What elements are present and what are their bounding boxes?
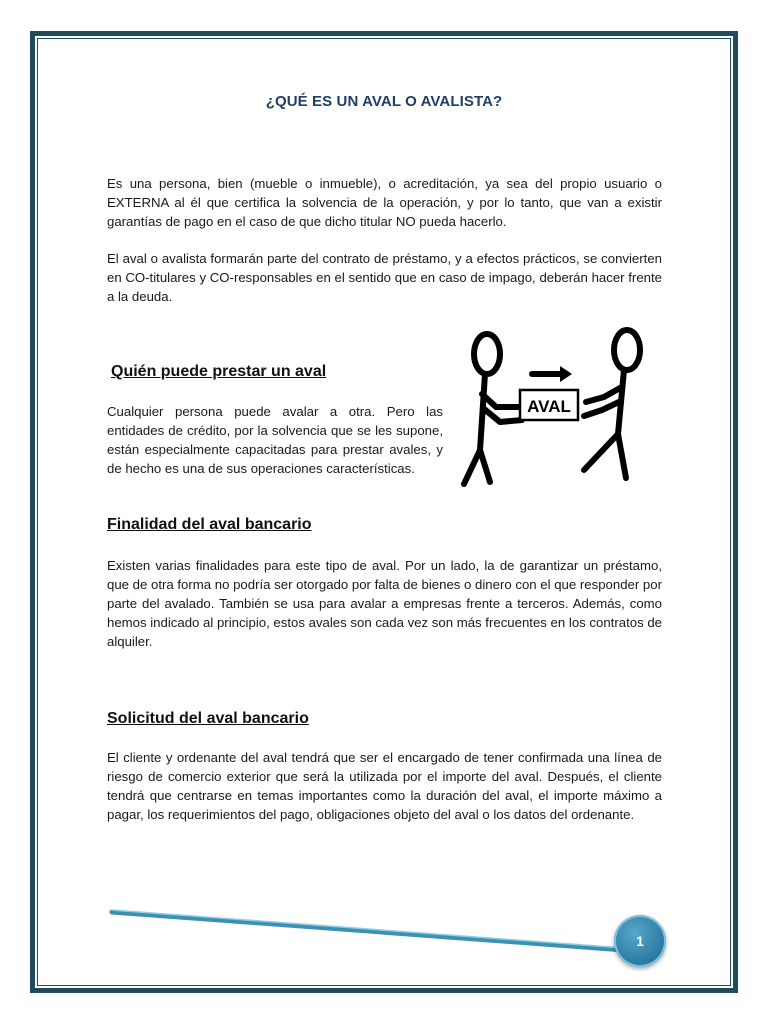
- left-person-arm-2: [483, 408, 522, 422]
- left-person-leg-right: [480, 450, 490, 482]
- right-person-leg-right: [618, 434, 626, 478]
- section-heading-solicitud: Solicitud del aval bancario: [107, 710, 309, 727]
- intro-paragraph-2: El aval o avalista formarán parte del contrato de préstamo, y a efectos prácticos, se convierten en CO-titulares y CO-responsables en el sentido que en caso de impago, deberán hacer frente a la deuda.: [107, 251, 662, 304]
- left-person-head: [474, 334, 500, 374]
- intro-paragraph-1: Es una persona, bien (mueble o inmueble), o acreditación, ya sea del propio usuario o EXTERNA al él que certifica la solvencia de la operación, y por lo tanto, que van a existir garantías de pago en el caso de que dicho titular NO pueda hacerlo.: [107, 176, 662, 229]
- section-body-finalidad: Existen varias finalidades para este tipo de aval. Por un lado, la de garantizar un préstamo, que de otra forma no podría ser otorgado por falta de bienes o dinero con el que responder por parte del avalado. También se usa para avalar a empresas frente a terceros. Además, como hemos indicado al principio, estos avales son cada vez son más frecuentes en los contratos de alquiler.: [107, 558, 662, 649]
- arrow-head: [560, 366, 572, 382]
- section-heading-quien: Quién puede prestar un aval: [111, 363, 327, 380]
- aval-handover-illustration: [452, 322, 652, 492]
- right-person-head: [614, 330, 640, 370]
- right-person-arm-1: [586, 388, 620, 402]
- section-body-solicitud: El cliente y ordenante del aval tendrá que ser el encargado de tener confirmada una línea de riesgo de comercio exterior que será la utilizada por el importe del aval. Después, el cliente tendrá que centrarse en temas importantes como la duración del aval, el importe máximo a pagar, los requerimientos del pago, obligaciones objeto del aval o los datos del ordenante.: [107, 750, 662, 822]
- left-person-leg-left: [464, 450, 480, 484]
- section-body-quien: Cualquier persona puede avalar a otra. Pero las entidades de crédito, por la solvencia que se les supone, están especialmente capacitadas para prestar avales, y de hecho es una de sus operaciones características.: [107, 404, 443, 476]
- page-number-badge: 1: [614, 915, 666, 967]
- left-person-arm-1: [482, 394, 522, 407]
- document-title: ¿QUÉ ES UN AVAL O AVALISTA?: [265, 93, 503, 110]
- section-heading-finalidad: Finalidad del aval bancario: [107, 516, 312, 533]
- right-person-leg-left: [584, 434, 618, 470]
- aval-box-label: AVAL: [527, 397, 571, 416]
